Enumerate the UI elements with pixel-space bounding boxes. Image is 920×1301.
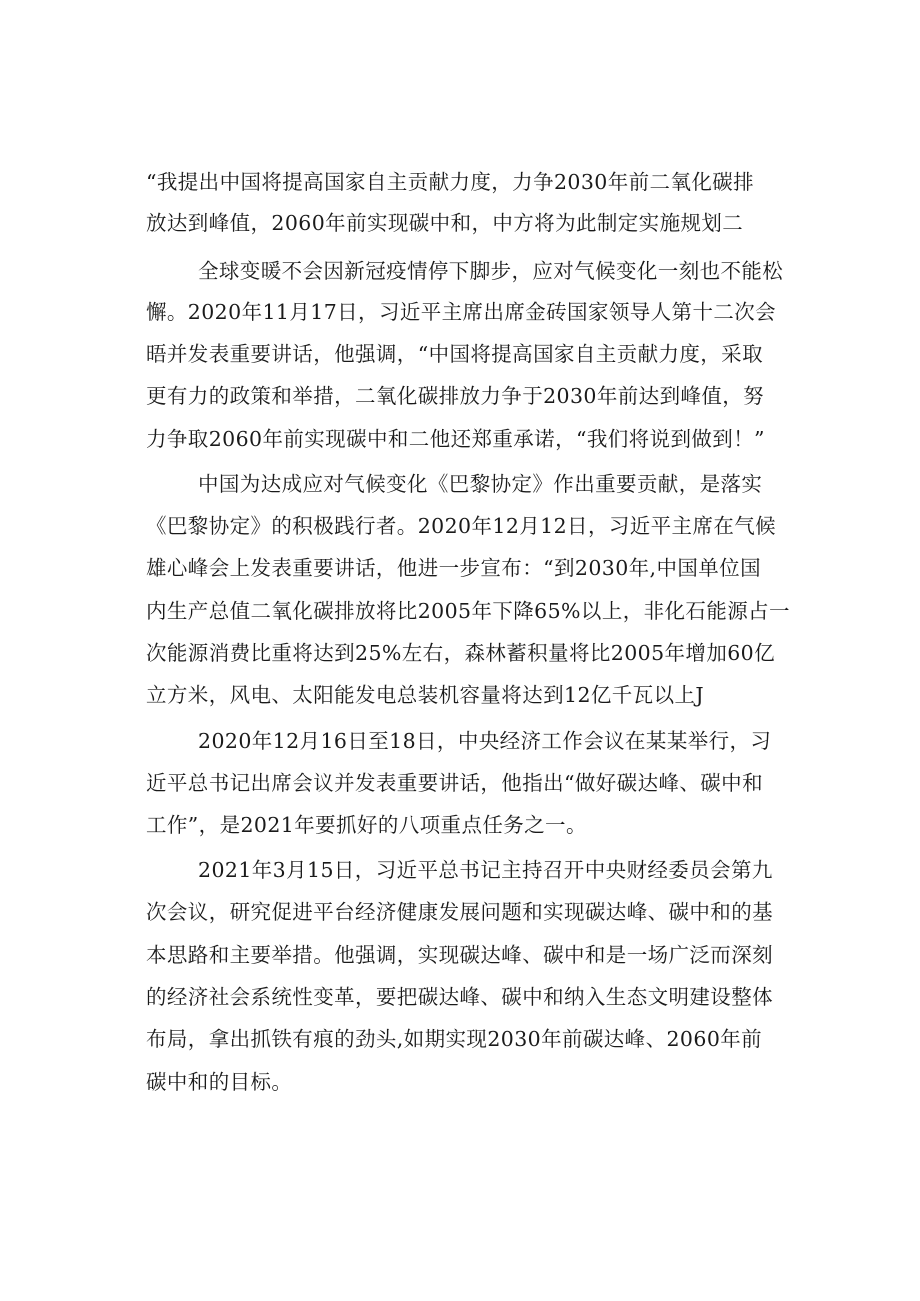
text-line: 《巴黎协定》的积极践行者。2020年12月12日，习近平主席在气候 (146, 514, 777, 538)
text-line: 放达到峰值，2060年前实现碳中和，中方将为此制定实施规划二 (146, 211, 744, 235)
text-line: 懈。2020年11月17日，习近平主席出席金砖国家领导人第十二次会 (146, 300, 777, 324)
text-line: 立方米，风电、太阳能发电总装机容量将达到12亿千瓦以上J (146, 683, 705, 707)
text-line: 工作”，是2021年要抓好的八项重点任务之一。 (146, 813, 587, 837)
text-line: “我提出中国将提高国家自主贡献力度，力争2030年前二氧化碳排 (146, 170, 755, 194)
text-line: 雄心峰会上发表重要讲话，他进一步宣布：“到2030年,中国单位国 (146, 556, 761, 580)
paragraph-first-line: 中国为达成应对气候变化《巴黎协定》作出重要贡献，是落实 (198, 472, 763, 496)
text-line: 近平总书记出席会议并发表重要讲话，他指出“做好碳达峰、碳中和 (146, 771, 763, 795)
text-line: 次能源消费比重将达到25%左右，森林蓄积量将比2005年增加60亿 (146, 641, 776, 665)
text-line: 本思路和主要举措。他强调，实现碳达峰、碳中和是一场广泛而深刻 (146, 943, 773, 967)
paragraph-first-line: 2020年12月16日至18日，中央经济工作会议在某某举行，习 (198, 729, 772, 753)
paragraph-first-line: 全球变暖不会因新冠疫情停下脚步，应对气候变化一刻也不能松 (198, 259, 784, 283)
text-line: 晤并发表重要讲话，他强调，“中国将提高国家自主贡献力度，采取 (146, 342, 763, 366)
text-line: 内生产总值二氧化碳排放将比2005年下降65%以上，非化石能源占一 (146, 599, 790, 623)
text-line: 碳中和的目标。 (146, 1070, 293, 1094)
text-line: 布局，拿出抓铁有痕的劲头,如期实现2030年前碳达峰、2060年前 (146, 1027, 763, 1051)
paragraph-first-line: 2021年3月15日，习近平总书记主持召开中央财经委员会第九 (198, 858, 773, 882)
text-line: 的经济社会系统性变革，要把碳达峰、碳中和纳入生态文明建设整体 (146, 985, 773, 1009)
text-line: 次会议，研究促进平台经济健康发展问题和实现碳达峰、碳中和的基 (146, 900, 773, 924)
text-line: 力争取2060年前实现碳中和二他还郑重承诺，“我们将说到做到！” (146, 427, 765, 451)
text-line: 更有力的政策和举措，二氧化碳排放力争于2030年前达到峰值，努 (146, 384, 765, 408)
